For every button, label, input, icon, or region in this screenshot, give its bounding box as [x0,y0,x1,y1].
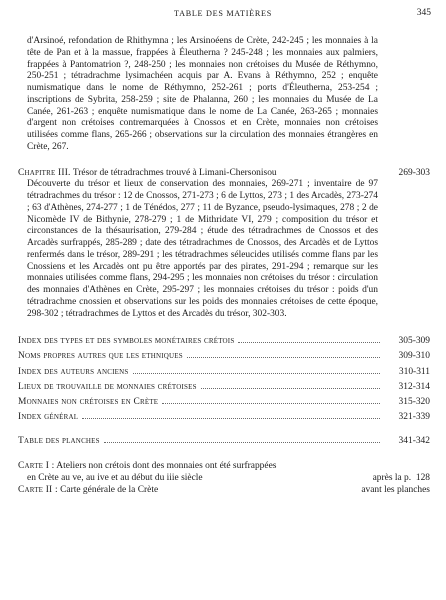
index-entry [18,410,430,425]
page-header [0,9,446,23]
planches-entry [18,434,430,449]
map-entry-continued [18,472,430,484]
leader-dots [201,388,380,389]
map-title-line1: Ateliers non crétois dont des monnaies ont été surfrappées [56,460,277,471]
chapter-entry [18,168,430,180]
leader-dots [162,403,380,404]
planches-label: Table des planches [18,436,100,447]
index-label: Index des types et des symboles monétaires crétois [18,336,235,347]
index-entry [18,365,430,380]
maps-list [18,460,430,497]
planches-pages: 341-342 [398,436,430,447]
index-pages: 315-320 [398,397,430,408]
leader-dots [187,357,380,358]
index-entry [18,395,430,410]
index-label: Index général [18,412,79,423]
leader-dots [238,342,380,343]
index-pages: 312-314 [398,381,430,392]
map-label: Carte I : [18,460,55,471]
map-entry [18,460,430,472]
chapter-label: Chapitre III. [18,167,71,178]
map-entry [18,484,430,496]
leader-dots [133,373,380,374]
chapter-title: Trésor de tétradrachmes trouvé à Limani-Chersonisou [72,167,277,178]
map-location-page: 128 [415,473,430,484]
index-label: Noms propres autres que les ethniques [18,351,183,362]
index-label: Index des auteurs anciens [18,366,129,377]
map-location: avant les planches [361,485,430,496]
map-title-line1: Carte générale de la Crète [60,485,159,496]
map-location [373,472,430,484]
index-list [18,334,430,425]
index-pages: 321-339 [398,412,430,423]
page-number: 345 [416,8,431,18]
index-entry [18,380,430,395]
chapter-pages: 269-303 [398,167,430,178]
map-label: Carte II : [18,485,58,496]
map-title-line2: en Crète au ve, au ive et au début du iiie siècle [27,473,203,484]
running-title: TABLE DES MATIÈRES [174,9,272,18]
index-entry [18,334,430,349]
index-entry [18,349,430,364]
index-pages: 309-310 [398,351,430,362]
map-location-prefix: après la p. [372,473,412,484]
index-pages: 310-311 [398,366,430,377]
index-pages: 305-309 [398,336,430,347]
table-of-contents [18,36,430,497]
index-label: Monnaies non crétoises en Crète [18,397,159,408]
index-label: Lieux de trouvaille de monnaies crétoises [18,381,197,392]
section-description-continued: d'Arsinoé, refondation de Rhithymna ; les Arsinoéens de Crète, 242-245 ; les monnaies à la tête de Pan et à la massue, frappées à Éleutherna ? 245-248 ; les monnaies aux palmiers, frappées à Pantomatrion ?, 248-250 ; les monnaies non crétoises du Musée de Réthymno, 250-251 ; tétradrachme lysimachéen acquis par A. Evans à Réthymno, 252 ; enquête numismatique dans le nome de Réthymno, 252-261 ; ports d'Éleutherna, 253-254 ; inscriptions de Sybrita, 258-259 ; site de Phalanna, 260 ; les monnaies du Musée de La Canée, 261-263 ; enquête numismatique dans le nome de La Canée, 263-265 ; monnaies d'argent non crétoises contremarquées à Cnossos et en Crète, monnaies non crétoises utilisées comme flans, 265-266 ; observations sur la circulation des monnaies étrangères en Crète, 267. [27,36,378,152]
leader-dots [104,442,380,443]
leader-dots [82,418,380,419]
chapter-description: Découverte du trésor et lieux de conservation des monnaies, 269-271 ; inventaire de 97 tétradrachmes du trésor : 12 de Cnossos, 271-273 ; 6 de Lyttos, 273 ; 1 des Arcadès, 273-274 ; 63 d'Athènes, 274-277 ; 1 de Ténédos, 277 ; 11 de Byzance, pseudo-lysimaques, 278 ; 2 de Nicomède IV de Bithynie, 278-279 ; 1 de Mithridate VI, 279 ; composition du trésor et circonstances de la thésaurisation, 279-284 ; étude des tétradrachmes de Cnossos et des Arcadès surfrappés, 285-289 ; date des tétradrachmes de Cnossos, des Arcadès et de Lyttos renfermés dans le trésor, 289-291 ; les tétradrachmes séleucides utilisés comme flans par les Cnossiens et les Arcadès ont pu être apportés par des pirates, 291-294 ; remarque sur les monnaies utilisées comme flans, 294-295 ; les monnaies non crétoises du trésor : circulation des monnaies d'Athènes en Crète, 295-297 ; les monnaies crétoises du trésor : poids d'un tétradrachme cnossien et observations sur les poids des monnaies crétoises de cette époque, 298-302 ; tétradrachmes de Lyttos et des Arcadès du trésor, 302-303. [27,179,378,319]
